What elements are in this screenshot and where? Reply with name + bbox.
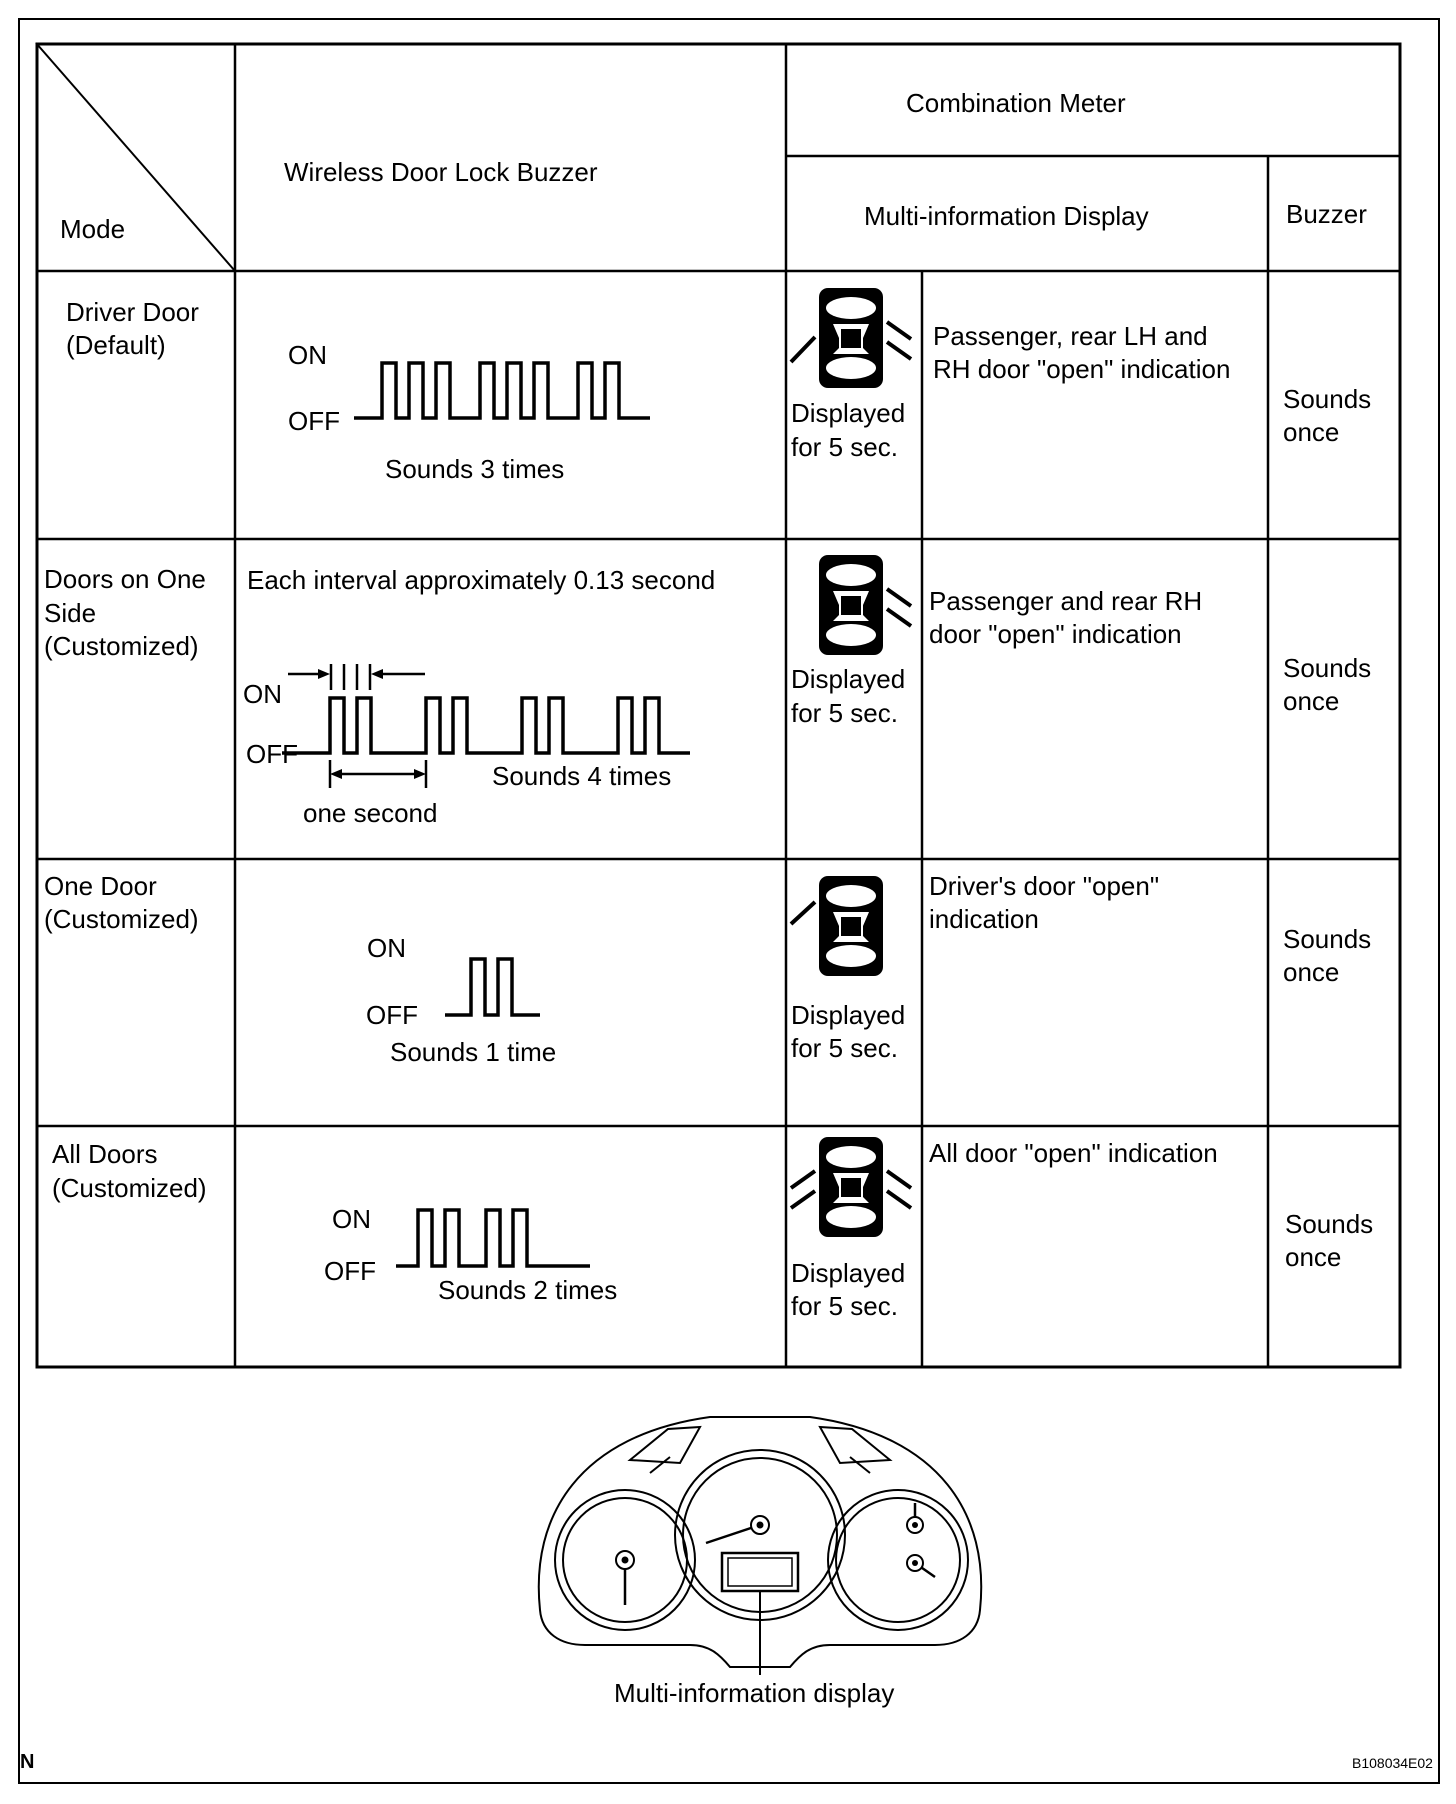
row3-pattern-label: Sounds 1 time — [390, 1037, 557, 1067]
row2-mode-line2: Side — [44, 598, 97, 628]
row4-displayed-line2: for 5 sec. — [791, 1291, 898, 1321]
row1-mode-line1: Driver Door — [66, 297, 199, 327]
row2-displayed-line2: for 5 sec. — [791, 698, 898, 728]
row1-displayed-line2: for 5 sec. — [791, 432, 898, 462]
row2-displayed-line1: Displayed — [791, 664, 906, 694]
row2-interval-label: Each interval approximately 0.13 second — [247, 565, 716, 595]
row3-car-door-open-icon — [787, 872, 917, 982]
header-mode: Mode — [60, 214, 126, 244]
row1-pattern-label: Sounds 3 times — [385, 454, 565, 484]
row4-mode-line1: All Doors — [52, 1139, 158, 1169]
row3-displayed-line1: Displayed — [791, 1000, 906, 1030]
row3-buzzer-line1: Sounds — [1283, 924, 1372, 954]
corner-label: N — [20, 1751, 35, 1773]
row4-displayed-line1: Displayed — [791, 1258, 906, 1288]
row4-buzzer-line1: Sounds — [1285, 1209, 1374, 1239]
row2-buzzer-line2: once — [1283, 686, 1340, 716]
row2-indication-line1: Passenger and rear RH — [929, 586, 1203, 616]
row2-buzzer-line1: Sounds — [1283, 653, 1372, 683]
row3-mode-line1: One Door — [44, 871, 157, 901]
row3-buzzer-line2: once — [1283, 957, 1340, 987]
meter-callout-label: Multi-information display — [614, 1678, 895, 1708]
row2-pattern-label: Sounds 4 times — [492, 761, 672, 791]
row1-off-label: OFF — [288, 406, 340, 436]
row2-mode-line3: (Customized) — [44, 631, 199, 661]
row1-displayed-line1: Displayed — [791, 398, 906, 428]
header-combination-meter: Combination Meter — [906, 88, 1126, 118]
row1-car-door-open-icon — [787, 284, 917, 394]
header-buzzer: Buzzer — [1286, 199, 1367, 229]
row1-indication-line1: Passenger, rear LH and — [933, 321, 1208, 351]
row3-indication-line2: indication — [929, 904, 1039, 934]
row1-mode-line2: (Default) — [66, 330, 166, 360]
row4-indication-line1: All door "open" indication — [929, 1138, 1218, 1168]
header-wireless-door-lock-buzzer: Wireless Door Lock Buzzer — [284, 157, 598, 187]
row2-one-second-label: one second — [303, 798, 438, 828]
row3-mode-line2: (Customized) — [44, 904, 199, 934]
row2-indication-line2: door "open" indication — [929, 619, 1182, 649]
row3-on-label: ON — [367, 933, 406, 963]
row3-displayed-line2: for 5 sec. — [791, 1033, 898, 1063]
row3-off-label: OFF — [366, 1000, 418, 1030]
row4-pattern-label: Sounds 2 times — [438, 1275, 618, 1305]
row2-on-label: ON — [243, 679, 282, 709]
row4-car-door-open-icon — [787, 1133, 917, 1243]
row1-pulse-waveform — [352, 355, 652, 425]
row3-pulse-waveform — [443, 955, 543, 1020]
row4-on-label: ON — [332, 1204, 371, 1234]
figure-code: B108034E02 — [1352, 1755, 1433, 1771]
row2-car-door-open-icon — [787, 551, 917, 661]
row1-buzzer-line2: once — [1283, 417, 1340, 447]
row4-buzzer-line2: once — [1285, 1242, 1342, 1272]
row1-indication-line2: RH door "open" indication — [933, 354, 1231, 384]
row4-pulse-waveform — [394, 1206, 594, 1271]
row3-indication-line1: Driver's door "open" — [929, 871, 1160, 901]
row1-buzzer-line1: Sounds — [1283, 384, 1372, 414]
row4-off-label: OFF — [324, 1256, 376, 1286]
row4-mode-line2: (Customized) — [52, 1173, 207, 1203]
row2-mode-line1: Doors on One — [44, 564, 206, 594]
header-multi-information-display: Multi-information Display — [864, 201, 1149, 231]
row2-off-label: OFF — [246, 739, 298, 769]
row1-on-label: ON — [288, 340, 327, 370]
combination-meter-illustration — [530, 1405, 990, 1675]
